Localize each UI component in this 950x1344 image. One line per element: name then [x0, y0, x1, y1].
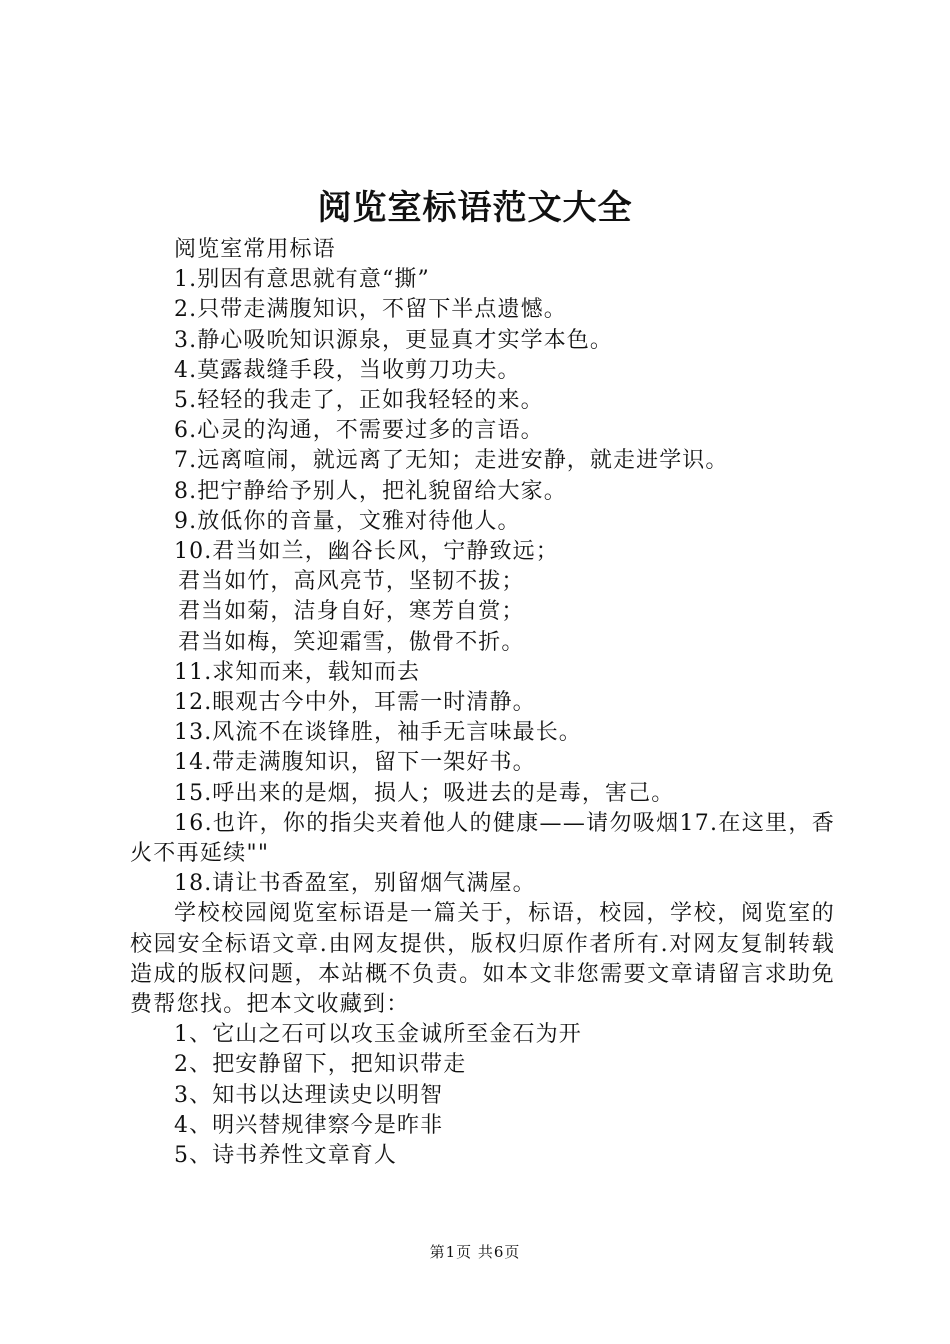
verse-line: 君当如菊，洁身自好，寒芳自赏；	[178, 599, 525, 625]
slogan-line: 18.请让书香盈室，别留烟气满屋。	[174, 871, 536, 897]
slogan-line: 8.把宁静给予别人，把礼貌留给大家。	[174, 478, 567, 504]
verse-line: 君当如竹，高风亮节，坚韧不拔；	[178, 569, 525, 595]
slogan-line: 9.放低你的音量，文雅对待他人。	[174, 508, 521, 534]
slogan-line: 12.眼观古今中外，耳需一时清静。	[174, 690, 536, 716]
slogan-paragraph: 16.也许，你的指尖夹着他人的健康——请勿吸烟17.在这里，香火不再延续""	[130, 810, 835, 867]
document-title: 阅览室标语范文大全	[317, 188, 633, 228]
slogan-line: 14.带走满腹知识，留下一架好书。	[174, 750, 536, 776]
slogan-line: 13.风流不在谈锋胜，袖手无言味最长。	[174, 720, 582, 746]
list-item: 1、它山之石可以攻玉金诚所至金石为开	[174, 1022, 582, 1048]
page-footer: 第1页 共6页	[429, 1243, 521, 1261]
slogan-line: 15.呼出来的是烟，损人；吸进去的是毒，害己。	[174, 780, 675, 806]
list-item: 3、知书以达理读史以明智	[174, 1082, 444, 1108]
verse-line: 君当如梅，笑迎霜雪，傲骨不折。	[178, 629, 525, 655]
list-item: 4、明兴替规律察今是昨非	[174, 1112, 444, 1138]
slogan-line: 3.静心吸吮知识源泉，更显真才实学本色。	[174, 327, 613, 353]
description-paragraph: 学校校园阅览室标语是一篇关于，标语，校园，学校，阅览室的校园安全标语文章.由网友提供，版权归原作者所有.对网友复制转载造成的版权问题，本站概不负责。如本文非您需要文章请留言求助免费帮您找。把本文收藏到：	[130, 901, 835, 1018]
slogan-line: 7.远离喧闹，就远离了无知；走进安静，就走进学识。	[174, 448, 729, 474]
section-heading: 阅览室常用标语	[174, 237, 336, 262]
slogan-line: 1.别因有意思就有意“撕”	[174, 267, 430, 293]
slogan-line: 11.求知而来，载知而去	[174, 659, 421, 685]
slogan-line: 4.莫露裁缝手段，当收剪刀功夫。	[174, 357, 521, 383]
list-item: 5、诗书养性文章育人	[174, 1143, 397, 1169]
slogan-line: 10.君当如兰，幽谷长风，宁静致远；	[174, 539, 559, 565]
list-item: 2、把安静留下，把知识带走	[174, 1052, 467, 1078]
slogan-line: 2.只带走满腹知识，不留下半点遗憾。	[174, 297, 567, 323]
document-body	[130, 235, 835, 1171]
slogan-line: 6.心灵的沟通，不需要过多的言语。	[174, 418, 544, 444]
slogan-line: 5.轻轻的我走了，正如我轻轻的来。	[174, 388, 544, 414]
